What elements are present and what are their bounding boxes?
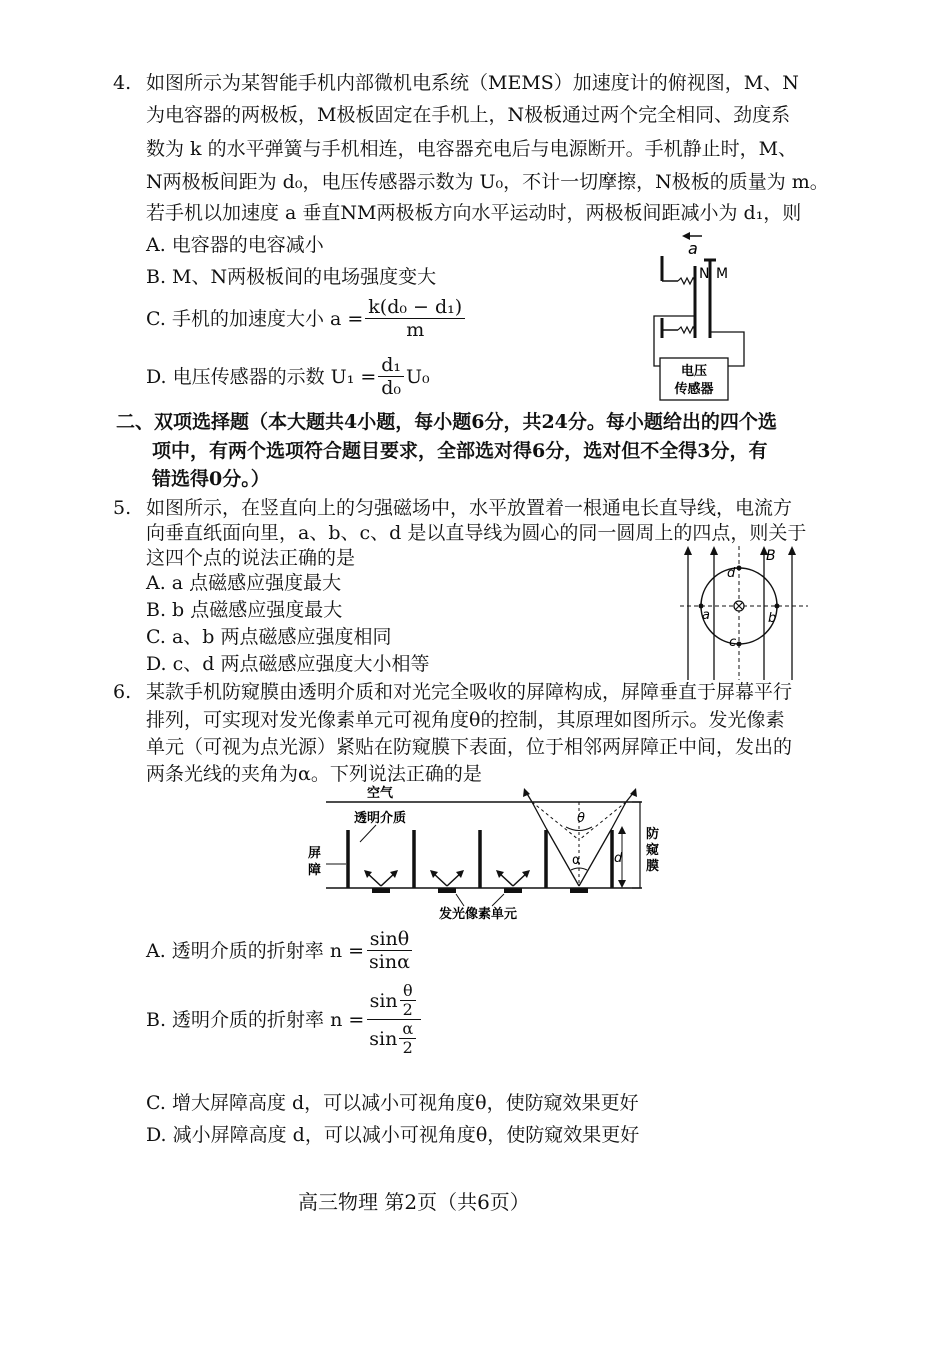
q4-option-c <box>146 296 467 341</box>
q5-number: 5. <box>113 497 132 519</box>
q6-option-c: C. 增大屏障高度 d，可以减小可视角度θ，使防窥效果更好 <box>146 1092 639 1114</box>
q6-line-1: 某款手机防窥膜由透明介质和对光完全吸收的屏障构成，屏障垂直于屏幕平行 <box>146 681 793 703</box>
pixel-2 <box>438 888 456 893</box>
section2-line-3: 错选得0分。） <box>152 468 270 490</box>
q6-line-3: 单元（可视为点光源）紧贴在防窥膜下表面，位于相邻两屏障正中间，发出的 <box>146 736 793 758</box>
section2-line-2: 项中，有两个选项符合题目要求，全部选对得6分，选对但不全得3分，有 <box>152 440 768 462</box>
q4-line-2: 为电容器的两极板，M极板固定在手机上，N极板通过两个完全相同、劲度系 <box>146 104 791 126</box>
q5-option-b: B. b 点磁感应强度最大 <box>146 599 343 621</box>
q5-line-1: 如图所示，在竖直向上的匀强磁场中，水平放置着一根通电长直导线，电流方 <box>146 497 793 519</box>
q6-option-a <box>146 928 415 973</box>
q6-privacy-film-figure <box>296 782 676 924</box>
label-alpha: α <box>572 853 581 868</box>
q5-line-3: 这四个点的说法正确的是 <box>146 547 356 569</box>
label-barrier-2: 障 <box>308 863 322 878</box>
q4-option-d-prefix: D. 电压传感器的示数 U₁ = <box>146 365 377 388</box>
label-d: d <box>727 566 736 581</box>
label-m: M <box>716 266 729 282</box>
q6-option-a-fraction <box>366 928 413 973</box>
q6-option-b-num-top: θ <box>400 982 416 1001</box>
q4-line-4: N两极板间距为 d₀，电压传感器示数为 U₀，不计一切摩擦，N极板的质量为 m。 <box>146 171 829 193</box>
label-B: B <box>766 548 776 564</box>
q4-option-c-fraction <box>365 296 465 341</box>
point-d <box>737 566 742 571</box>
label-medium: 透明介质 <box>353 811 407 826</box>
q6-option-b-den-top: α <box>399 1020 416 1039</box>
q4-option-d <box>146 354 430 399</box>
q4-option-d-fraction <box>378 354 404 399</box>
label-b: b <box>768 611 777 626</box>
pixel-3 <box>504 888 522 893</box>
q5-line-2: 向垂直纸面向里，a、b、c、d 是以直导线为圆心的同一圆周上的四点，则关于 <box>146 522 807 544</box>
page-footer: 高三物理 第2页（共6页） <box>298 1190 530 1214</box>
label-barrier-1: 屏 <box>308 846 322 861</box>
ray-right-inside <box>579 828 612 886</box>
point-c <box>737 642 742 647</box>
label-c: c <box>729 635 737 650</box>
label-film-1: 防 <box>646 827 660 842</box>
label-theta: θ <box>577 811 585 826</box>
q6-line-4: 两条光线的夹角为α。下列说法正确的是 <box>146 763 482 785</box>
point-b <box>775 604 780 609</box>
sensor-label-1: 电压 <box>680 364 708 379</box>
label-film-2: 窥 <box>646 843 660 858</box>
q6-option-b <box>146 982 423 1057</box>
q6-option-b-num-bot: 2 <box>402 1000 413 1019</box>
q4-option-c-numerator: k(d₀ − d₁) <box>365 296 465 319</box>
pixel-1 <box>372 888 390 893</box>
film-bracket <box>632 802 640 888</box>
q6-option-a-numerator: sinθ <box>367 928 413 951</box>
q5-magnetic-field-figure <box>680 542 810 684</box>
q6-number: 6. <box>113 681 132 703</box>
q6-option-b-num-halfangle <box>400 982 416 1019</box>
q5-option-c: C. a、b 两点磁感应强度相同 <box>146 626 392 648</box>
q6-option-b-den-sin: sin <box>369 1027 398 1050</box>
q6-option-b-denominator <box>366 1020 421 1057</box>
spring-top-coil <box>678 278 695 284</box>
section2-line-1: 二、双项选择题（本大题共4小题，每小题6分，共24分。每小题给出的四个选 <box>116 411 777 433</box>
q6-option-a-denominator: sinα <box>369 951 410 973</box>
q6-option-b-numerator <box>367 982 421 1020</box>
q4-option-c-denominator: m <box>406 319 425 341</box>
q6-option-a-prefix: A. 透明介质的折射率 n = <box>146 939 365 962</box>
q6-option-b-den-bot: 2 <box>402 1038 413 1057</box>
q4-line-1: 如图所示为某智能手机内部微机电系统（MEMS）加速度计的俯视图，M、N <box>146 72 799 94</box>
q6-option-b-den-halfangle <box>399 1020 416 1057</box>
field-arrow-1 <box>684 546 692 555</box>
sensor-label-2: 传感器 <box>674 382 714 397</box>
q6-line-2: 排列，可实现对发光像素单元可视角度θ的控制，其原理如图所示。发光像素 <box>146 709 785 731</box>
q5-option-a: A. a 点磁感应强度最大 <box>146 572 342 594</box>
q4-line-3: 数为 k 的水平弹簧与手机相连，电容器充电后与电源断开。手机静止时，M、 <box>146 138 798 160</box>
q6-option-b-num-sin: sin <box>369 989 398 1012</box>
q4-option-a: A. 电容器的电容减小 <box>146 234 324 256</box>
pixel-4 <box>570 888 588 893</box>
label-film-3: 膜 <box>646 859 660 874</box>
q6-option-b-fraction <box>366 982 421 1057</box>
q4-number: 4. <box>113 72 132 94</box>
field-arrow-2 <box>710 546 718 555</box>
spring-bottom-coil <box>678 327 695 333</box>
label-n: N <box>699 266 710 282</box>
q4-option-d-suffix: U₀ <box>406 365 430 388</box>
label-pixel: 发光像素单元 <box>438 907 518 922</box>
label-d: d <box>614 851 623 866</box>
label-a: a <box>702 608 710 623</box>
accel-label: a <box>688 239 698 258</box>
q4-line-5: 若手机以加速度 a 垂直NM两极板方向水平运动时，两极板间距减小为 d₁，则 <box>146 202 802 224</box>
field-arrow-4 <box>788 546 796 555</box>
q6-option-b-prefix: B. 透明介质的折射率 n = <box>146 1008 365 1031</box>
q4-option-d-denominator: d₀ <box>381 377 402 399</box>
label-air: 空气 <box>366 786 394 801</box>
q4-option-c-prefix: C. 手机的加速度大小 a = <box>146 307 364 330</box>
q4-capacitor-figure <box>640 226 760 404</box>
q6-option-d: D. 减小屏障高度 d，可以减小可视角度θ，使防窥效果更好 <box>146 1124 640 1146</box>
q4-option-d-numerator: d₁ <box>378 354 404 377</box>
q4-option-b: B. M、N两极板间的电场强度变大 <box>146 266 437 288</box>
q5-option-d: D. c、d 两点磁感应强度大小相等 <box>146 653 430 675</box>
